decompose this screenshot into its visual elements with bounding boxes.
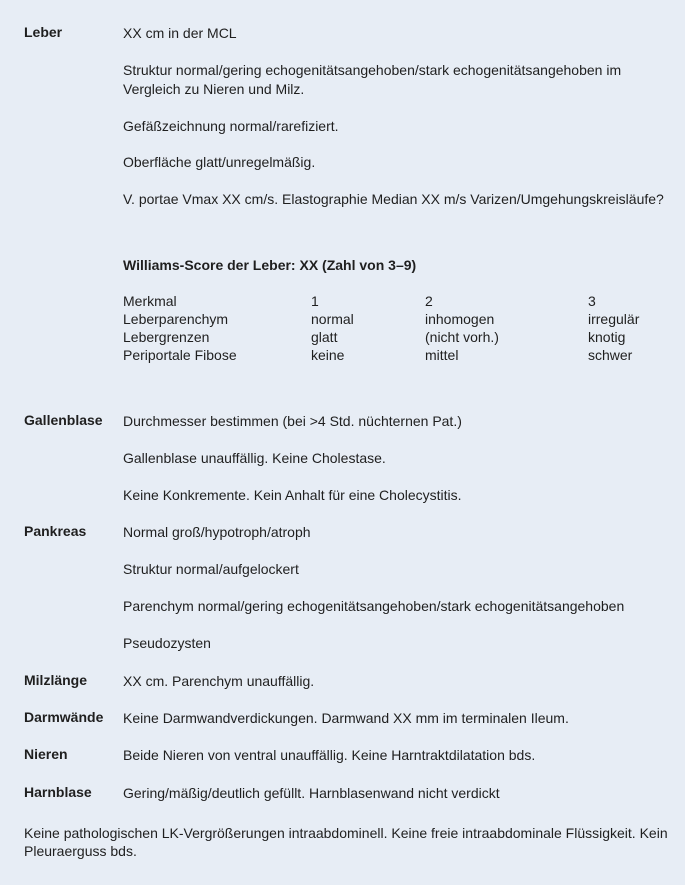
- table-header-3: 3: [588, 293, 596, 309]
- table-cell: (nicht vorh.): [425, 329, 499, 345]
- nieren-text: Beide Nieren von ventral unauffällig. Keine Harntraktdilatation bds.: [123, 747, 536, 763]
- table-header-2: 2: [425, 293, 433, 309]
- leber-line-2: Struktur normal/gering echogenitätsangehoben/stark echogenitätsangehoben im Vergleich zu Nieren und Milz.: [123, 62, 622, 97]
- gallenblase-line-1: Durchmesser bestimmen (bei >4 Std. nüchternen Pat.): [123, 413, 462, 429]
- table-cell: Lebergrenzen: [123, 329, 210, 345]
- section-label-darmwaende: Darmwände: [24, 709, 104, 725]
- leber-line-3: Gefäßzeichnung normal/rarefiziert.: [123, 118, 339, 134]
- table-cell: irregulär: [588, 311, 640, 327]
- table-header-merkmal: Merkmal: [123, 293, 177, 309]
- table-header-1: 1: [311, 293, 319, 309]
- pankreas-line-1: Normal groß/hypotroph/atroph: [123, 524, 311, 540]
- harnblase-text: Gering/mäßig/deutlich gefüllt. Harnblasenwand nicht verdickt: [123, 785, 500, 801]
- table-cell: knotig: [588, 329, 626, 345]
- section-label-nieren: Nieren: [24, 746, 68, 762]
- pankreas-line-3: Parenchym normal/gering echogenitätsangehoben/stark echogenitätsangehoben: [123, 598, 625, 614]
- leber-line-1: XX cm in der MCL: [123, 25, 237, 41]
- table-cell: inhomogen: [425, 311, 495, 327]
- table-cell: Periportale Fibose: [123, 347, 237, 363]
- pankreas-line-2: Struktur normal/aufgelockert: [123, 561, 299, 577]
- section-label-milz: Milzlänge: [24, 672, 88, 688]
- table-cell: schwer: [588, 347, 633, 363]
- darm-text: Keine Darmwandverdickungen. Darmwand XX mm im terminalen Ileum.: [123, 710, 569, 726]
- section-label-pankreas: Pankreas: [24, 523, 87, 539]
- gallenblase-line-3: Keine Konkremente. Kein Anhalt für eine Cholecystitis.: [123, 487, 462, 503]
- table-cell: mittel: [425, 347, 459, 363]
- footer-summary: Keine pathologischen LK-Vergrößerungen intraabdominell. Keine freie intraabdominale Flüssigkeit. Kein Pleuraerguss bds.: [24, 825, 668, 859]
- table-cell: glatt: [311, 329, 338, 345]
- leber-line-4: Oberfläche glatt/unregelmäßig.: [123, 154, 316, 170]
- table-cell: Leberparenchym: [123, 311, 229, 327]
- table-cell: keine: [311, 347, 345, 363]
- gallenblase-line-2: Gallenblase unauffällig. Keine Cholestase.: [123, 450, 386, 466]
- section-label-gallenblase: Gallenblase: [24, 412, 103, 428]
- section-label-leber: Leber: [24, 24, 63, 40]
- williams-score-title: Williams-Score der Leber: XX (Zahl von 3–9): [123, 257, 417, 273]
- pankreas-line-4: Pseudozysten: [123, 635, 211, 651]
- leber-line-5: V. portae Vmax XX cm/s. Elastographie Median XX m/s Varizen/Umgehungskreisläufe?: [123, 191, 664, 207]
- table-cell: normal: [311, 311, 354, 327]
- section-label-harnblase: Harnblase: [24, 784, 92, 800]
- milz-text: XX cm. Parenchym unauffällig.: [123, 673, 315, 689]
